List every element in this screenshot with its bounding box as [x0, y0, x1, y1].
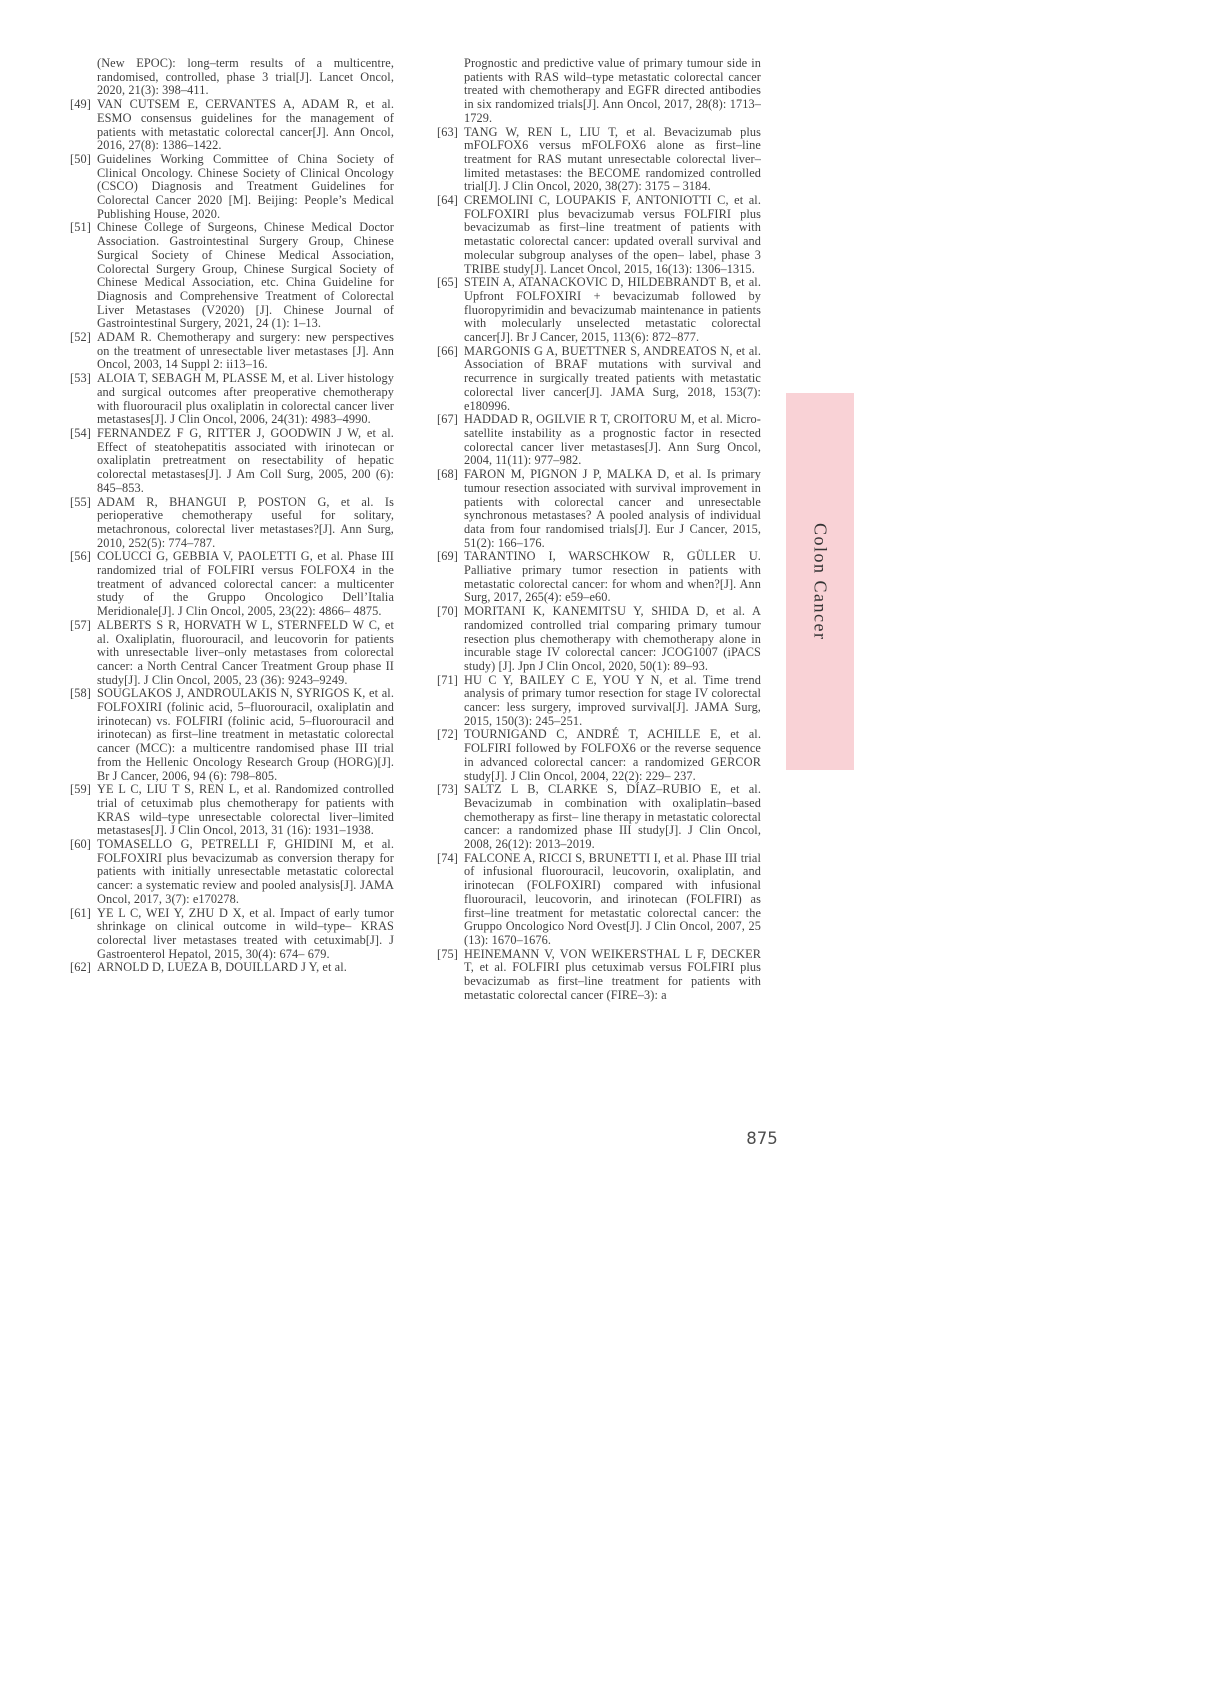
page-number: 875 — [746, 1129, 778, 1148]
reference-entry — [70, 331, 394, 372]
reference-number: [68] — [437, 467, 458, 482]
reference-entry — [70, 619, 394, 688]
reference-text: TOURNIGAND C, ANDRÉ T, ACHILLE E, et al. FOLFIRI followed by FOLFOX6 or the reverse sequence in advanced colorectal cancer: a randomized GERCOR study[J]. J Clin Oncol, 2004, 22(2): 229– 237. — [464, 727, 761, 783]
reference-number: [71] — [437, 672, 458, 687]
reference-entry — [70, 907, 394, 962]
reference-entry — [70, 687, 394, 783]
reference-entry — [437, 126, 761, 195]
reference-text: ALBERTS S R, HORVATH W L, STERNFELD W C, et al. Oxaliplatin, fluorouracil, and leucovorin for patients with unresectable liver–only metastases from colorectal cancer: a North Central Cancer Treatment Group phase II study[J]. J Clin Oncol, 2005, 23 (36): 9243–9249. — [97, 617, 394, 687]
reference-entry — [437, 468, 761, 550]
reference-number: [53] — [70, 371, 91, 386]
reference-text: COLUCCI G, GEBBIA V, PAOLETTI G, et al. Phase III randomized trial of FOLFIRI versus FOLFOX4 in the treatment of advanced colorectal cancer: a multicenter study of the Gruppo Oncologico Dell’Italia Meridionale[J]. J Clin Oncol, 2005, 23(22): 4866– 4875. — [97, 549, 394, 619]
reference-text: FALCONE A, RICCI S, BRUNETTI I, et al. Phase III trial of infusional fluorouracil, leucovorin, oxaliplatin, and irinotecan (FOLFOXIRI) compared with infusional fluorouracil, leucovorin, and irinotecan (FOLFIRI) as first–line treatment for metastatic colorectal cancer: the Gruppo Oncologico Nord Ovest[J]. J Clin Oncol, 2007, 25 (13): 1670–1676. — [464, 850, 761, 947]
reference-entry — [70, 427, 394, 496]
reference-text: ADAM R. Chemotherapy and surgery: new perspectives on the treatment of unresectable liver metastases [J]. Ann Oncol, 2003, 14 Suppl 2: ii13–16. — [97, 330, 394, 372]
reference-number: [67] — [437, 412, 458, 427]
reference-entry — [437, 948, 761, 1003]
reference-number: [65] — [437, 275, 458, 290]
reference-entry — [70, 838, 394, 907]
reference-number: [63] — [437, 124, 458, 139]
reference-text: HEINEMANN V, VON WEIKERSTHAL L F, DECKER T, et al. FOLFIRI plus cetuximab versus FOLFIRI plus bevacizumab as first–line treatment for patients with metastatic colorectal cancer (FIRE–3): a — [464, 946, 761, 1002]
reference-entry — [70, 961, 394, 975]
reference-number: [70] — [437, 604, 458, 619]
reference-entry — [437, 550, 761, 605]
reference-number: [54] — [70, 425, 91, 440]
reference-text: VAN CUTSEM E, CERVANTES A, ADAM R, et al. ESMO consensus guidelines for the management of patients with metastatic colorectal cancer[J]. Ann Oncol, 2016, 27(8): 1386–1422. — [97, 97, 394, 153]
reference-text: HADDAD R, OGILVIE R T, CROITORU M, et al. Micro- satellite instability as a prognostic factor in resected colorectal cancer liver metastases[J]. Ann Surg Oncol, 2004, 11(11): 977–982. — [464, 412, 761, 468]
reference-number: [62] — [70, 960, 91, 975]
reference-number: [52] — [70, 330, 91, 345]
reference-text: Prognostic and predictive value of primary tumour side in patients with RAS wild–type metastatic colorectal cancer treated with chemotherapy and EGFR directed antibodies in six randomized trials[J]. Ann Oncol, 2017, 28(8): 1713–1729. — [464, 56, 761, 125]
reference-number: [74] — [437, 850, 458, 865]
colon-cancer-side-tab — [786, 393, 854, 770]
reference-text: TOMASELLO G, PETRELLI F, GHIDINI M, et al. FOLFOXIRI plus bevacizumab as conversion therapy for patients with initially unresectable metastatic colorectal cancer: a systematic review and pooled analysis[J]. JAMA Oncol, 2017, 3(7): e170278. — [97, 837, 394, 906]
reference-number: [60] — [70, 837, 91, 852]
reference-entry — [437, 276, 761, 345]
reference-number: [49] — [70, 97, 91, 112]
reference-text: (New EPOC): long–term results of a multicentre, randomised, controlled, phase 3 trial[J]. Lancet Oncol, 2020, 21(3): 398–411. — [97, 56, 394, 98]
reference-entry — [437, 728, 761, 783]
reference-number: [55] — [70, 494, 91, 509]
reference-entry — [70, 57, 394, 98]
reference-entry — [437, 413, 761, 468]
reference-entry — [70, 550, 394, 619]
reference-entry — [70, 496, 394, 551]
reference-text: Chinese College of Surgeons, Chinese Medical Doctor Association. Gastrointestinal Surgery Group, Chinese Surgical Society of Chinese Medical Association, Colorectal Surgery Group, Chinese Surgical Society of Chinese Medical Association, etc. China Guideline for Diagnosis and Comprehensive Treatment of Colorectal Liver Metastases (V2020) [J]. Chinese Journal of Gastrointestinal Surgery, 2021, 24 (1): 1–13. — [97, 220, 394, 331]
reference-entry — [437, 194, 761, 276]
reference-text: YE L C, LIU T S, REN L, et al. Randomized controlled trial of cetuximab plus chemotherapy for patients with KRAS wild–type unresectable colorectal liver–limited metastases[J]. J Clin Oncol, 2013, 31 (16): 1931–1938. — [97, 782, 394, 838]
reference-number: [64] — [437, 193, 458, 208]
reference-entry — [437, 345, 761, 414]
references-left-column — [70, 57, 394, 975]
reference-number: [72] — [437, 727, 458, 742]
reference-number: [57] — [70, 617, 91, 632]
reference-text: STEIN A, ATANACKOVIC D, HILDEBRANDT B, et al. Upfront FOLFOXIRI + bevacizumab followed by fluoropyrimidin and bevacizumab maintenance in patients with molecularly unselected metastatic colorectal cancer[J]. Br J Cancer, 2015, 113(6): 872–877. — [464, 275, 761, 345]
reference-number: [58] — [70, 686, 91, 701]
reference-text: SOUGLAKOS J, ANDROULAKIS N, SYRIGOS K, et al. FOLFOXIRI (folinic acid, 5–fluorouracil, oxaliplatin and irinotecan) vs. FOLFIRI (folinic acid, 5–fluorouracil and irinotecan) as first–line treatment in metastatic colorectal cancer (MCC): a multicentre randomised phase III trial from the Hellenic Oncology Research Group (HORG)[J]. Br J Cancer, 2006, 94 (6): 798–805. — [97, 686, 394, 783]
reference-text: MORITANI K, KANEMITSU Y, SHIDA D, et al. A randomized controlled trial comparing primary tumour resection plus chemotherapy with chemotherapy alone in incurable stage IV colorectal cancer: JCOG1007 (iPACS study) [J]. Jpn J Clin Oncol, 2020, 50(1): 89–93. — [464, 604, 761, 673]
references-right-column — [437, 57, 761, 1003]
reference-entry — [437, 57, 761, 126]
reference-number: [66] — [437, 343, 458, 358]
reference-entry — [70, 98, 394, 153]
reference-text: FERNANDEZ F G, RITTER J, GOODWIN J W, et al. Effect of steatohepatitis associated with irinotecan or oxaliplatin pretreatment on resectability of hepatic colorectal metastases[J]. J Am Coll Surg, 2005, 200 (6): 845–853. — [97, 425, 394, 495]
reference-entry — [70, 153, 394, 222]
reference-number: [61] — [70, 905, 91, 920]
reference-text: ADAM R, BHANGUI P, POSTON G, et al. Is perioperative chemotherapy useful for solitary, metachronous, colorectal liver metastases?[J]. Ann Surg, 2010, 252(5): 774–787. — [97, 494, 394, 550]
reference-entry — [70, 783, 394, 838]
reference-number: [69] — [437, 549, 458, 564]
side-tab-label: Colon Cancer — [810, 522, 831, 641]
reference-text: FARON M, PIGNON J P, MALKA D, et al. Is primary tumour resection associated with survival improvement in patients with colorectal cancer and unresectable synchronous metastases? A pooled analysis of individual data from four randomised trials[J]. Eur J Cancer, 2015, 51(2): 166–176. — [464, 467, 761, 550]
reference-entry — [437, 674, 761, 729]
reference-text: Guidelines Working Committee of China Society of Clinical Oncology. Chinese Society of Clinical Oncology (CSCO) Diagnosis and Treatment Guidelines for Colorectal Cancer 2020 [M]. Beijing: People’s Medical Publishing House, 2020. — [97, 151, 394, 221]
reference-text: MARGONIS G A, BUETTNER S, ANDREATOS N, et al. Association of BRAF mutations with survival and recurrence in surgically treated patients with metastatic colorectal liver cancer[J]. JAMA Surg, 2018, 153(7): e180996. — [464, 343, 761, 413]
reference-number: [51] — [70, 220, 91, 235]
reference-text: HU C Y, BAILEY C E, YOU Y N, et al. Time trend analysis of primary tumor resection for stage IV colorectal cancer: less surgery, improved survival[J]. JAMA Surg, 2015, 150(3): 245–251. — [464, 672, 761, 728]
reference-entry — [70, 221, 394, 331]
reference-number: [59] — [70, 782, 91, 797]
reference-number: [75] — [437, 946, 458, 961]
reference-text: ALOIA T, SEBAGH M, PLASSE M, et al. Liver histology and surgical outcomes after preoperative chemotherapy with fluorouracil plus oxaliplatin in colorectal cancer liver metastases[J]. J Clin Oncol, 2006, 24(31): 4983–4990. — [97, 371, 394, 427]
reference-text: CREMOLINI C, LOUPAKIS F, ANTONIOTTI C, et al. FOLFOXIRI plus bevacizumab versus FOLFIRI plus bevacizumab as first–line treatment of patients with metastatic colorectal cancer: updated overall survival and molecular subgroup analyses of the open– label, phase 3 TRIBE study[J]. Lancet Oncol, 2015, 16(13): 1306–1315. — [464, 193, 761, 276]
reference-number: [50] — [70, 151, 91, 166]
reference-number: [56] — [70, 549, 91, 564]
reference-number: [73] — [437, 782, 458, 797]
reference-text: ARNOLD D, LUEZA B, DOUILLARD J Y, et al. — [97, 960, 347, 975]
reference-entry — [437, 605, 761, 674]
reference-text: SALTZ L B, CLARKE S, DÍAZ–RUBIO E, et al. Bevacizumab in combination with oxaliplatin–based chemotherapy as first– line therapy in metastatic colorectal cancer: a randomized phase III study[J]. J Clin Oncol, 2008, 26(12): 2013–2019. — [464, 782, 761, 852]
reference-text: TANG W, REN L, LIU T, et al. Bevacizumab plus mFOLFOX6 versus mFOLFOX6 alone as first–line treatment for RAS mutant unresectable colorectal liver–limited metastases: the BECOME randomized controlled trial[J]. J Clin Oncol, 2020, 38(27): 3175 – 3184. — [464, 124, 761, 194]
reference-text: TARANTINO I, WARSCHKOW R, GÜLLER U. Palliative primary tumor resection in patients with metastatic colorectal cancer: for whom and when?[J]. Ann Surg, 2017, 265(4): e59–e60. — [464, 549, 761, 605]
reference-entry — [437, 852, 761, 948]
reference-text: YE L C, WEI Y, ZHU D X, et al. Impact of early tumor shrinkage on clinical outcome in wild–type– KRAS colorectal liver metastases treated with cetuximab[J]. J Gastroenterol Hepatol, 2015, 30(4): 674– 679. — [97, 905, 394, 961]
reference-entry — [437, 783, 761, 852]
reference-entry — [70, 372, 394, 427]
